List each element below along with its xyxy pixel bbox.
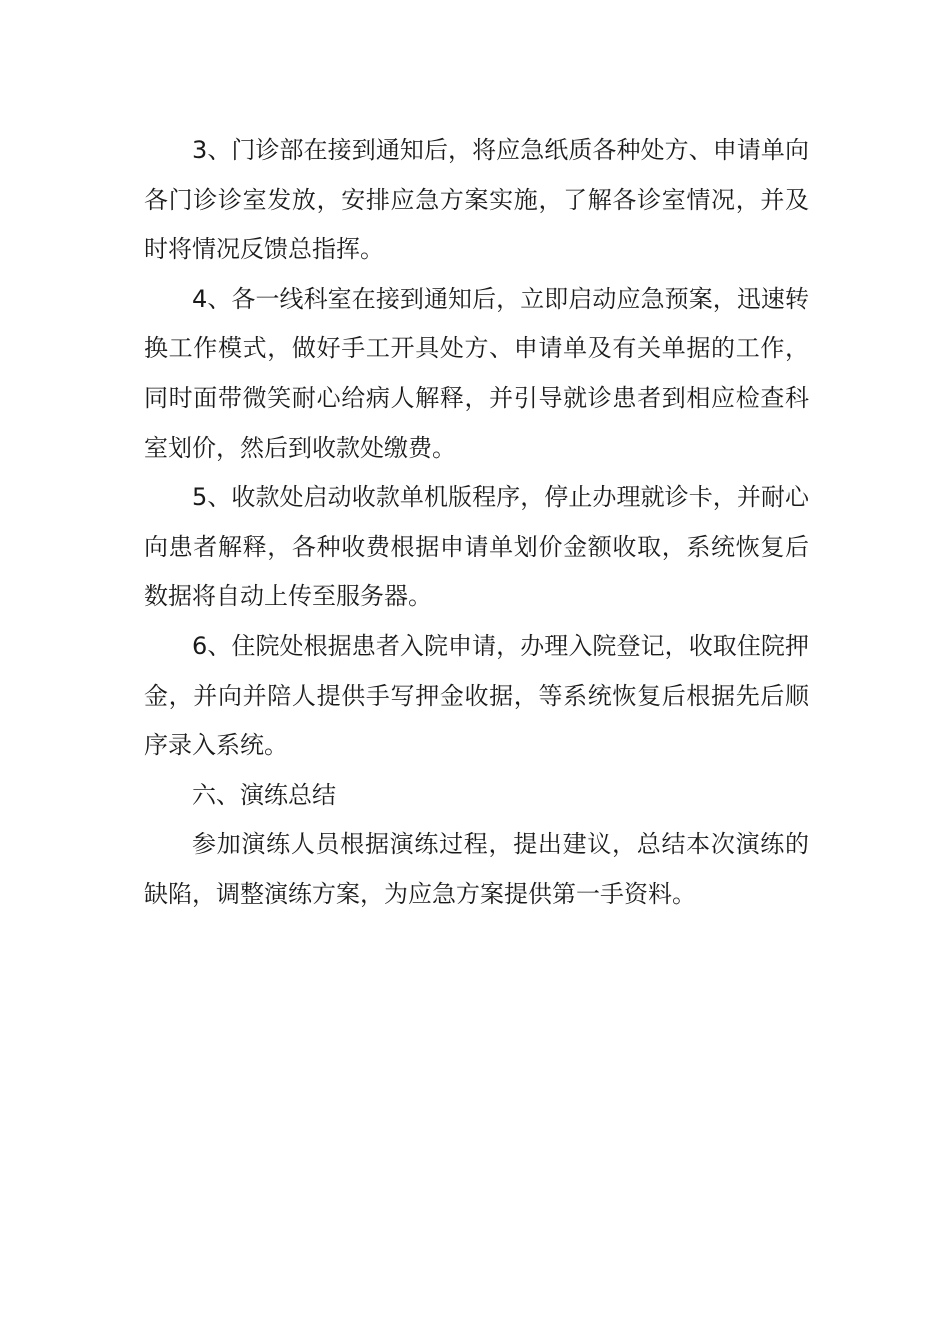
paragraph-outpatient: 3、门诊部在接到通知后，将应急纸质各种处方、申请单向各门诊诊室发放，安排应急方案实施，了解各诊室情况，并及时将情况反馈总指挥。 bbox=[144, 136, 809, 264]
document-body bbox=[144, 126, 809, 920]
paragraph-admissions: 6、住院处根据患者入院申请，办理入院登记，收取住院押金，并向并陪人提供手写押金收据，等系统恢复后根据先后顺序录入系统。 bbox=[144, 631, 809, 760]
paragraph-clinical-departments: 4、各一线科室在接到通知后，立即启动应急预案，迅速转换工作模式，做好手工开具处方、申请单及有关单据的工作，同时面带微笑耐心给病人解释，并引导就诊患者到相应检查科室划价，然后到收款处缴费。 bbox=[144, 284, 809, 462]
section-heading-drill-summary: 六、演练总结 bbox=[192, 780, 336, 809]
paragraph-drill-summary: 参加演练人员根据演练过程，提出建议，总结本次演练的缺陷，调整演练方案，为应急方案提供第一手资料。 bbox=[144, 830, 809, 908]
paragraph-cashier: 5、收款处启动收款单机版程序，停止办理就诊卡，并耐心向患者解释，各种收费根据申请单划价金额收取，系统恢复后数据将自动上传至服务器。 bbox=[144, 483, 809, 611]
